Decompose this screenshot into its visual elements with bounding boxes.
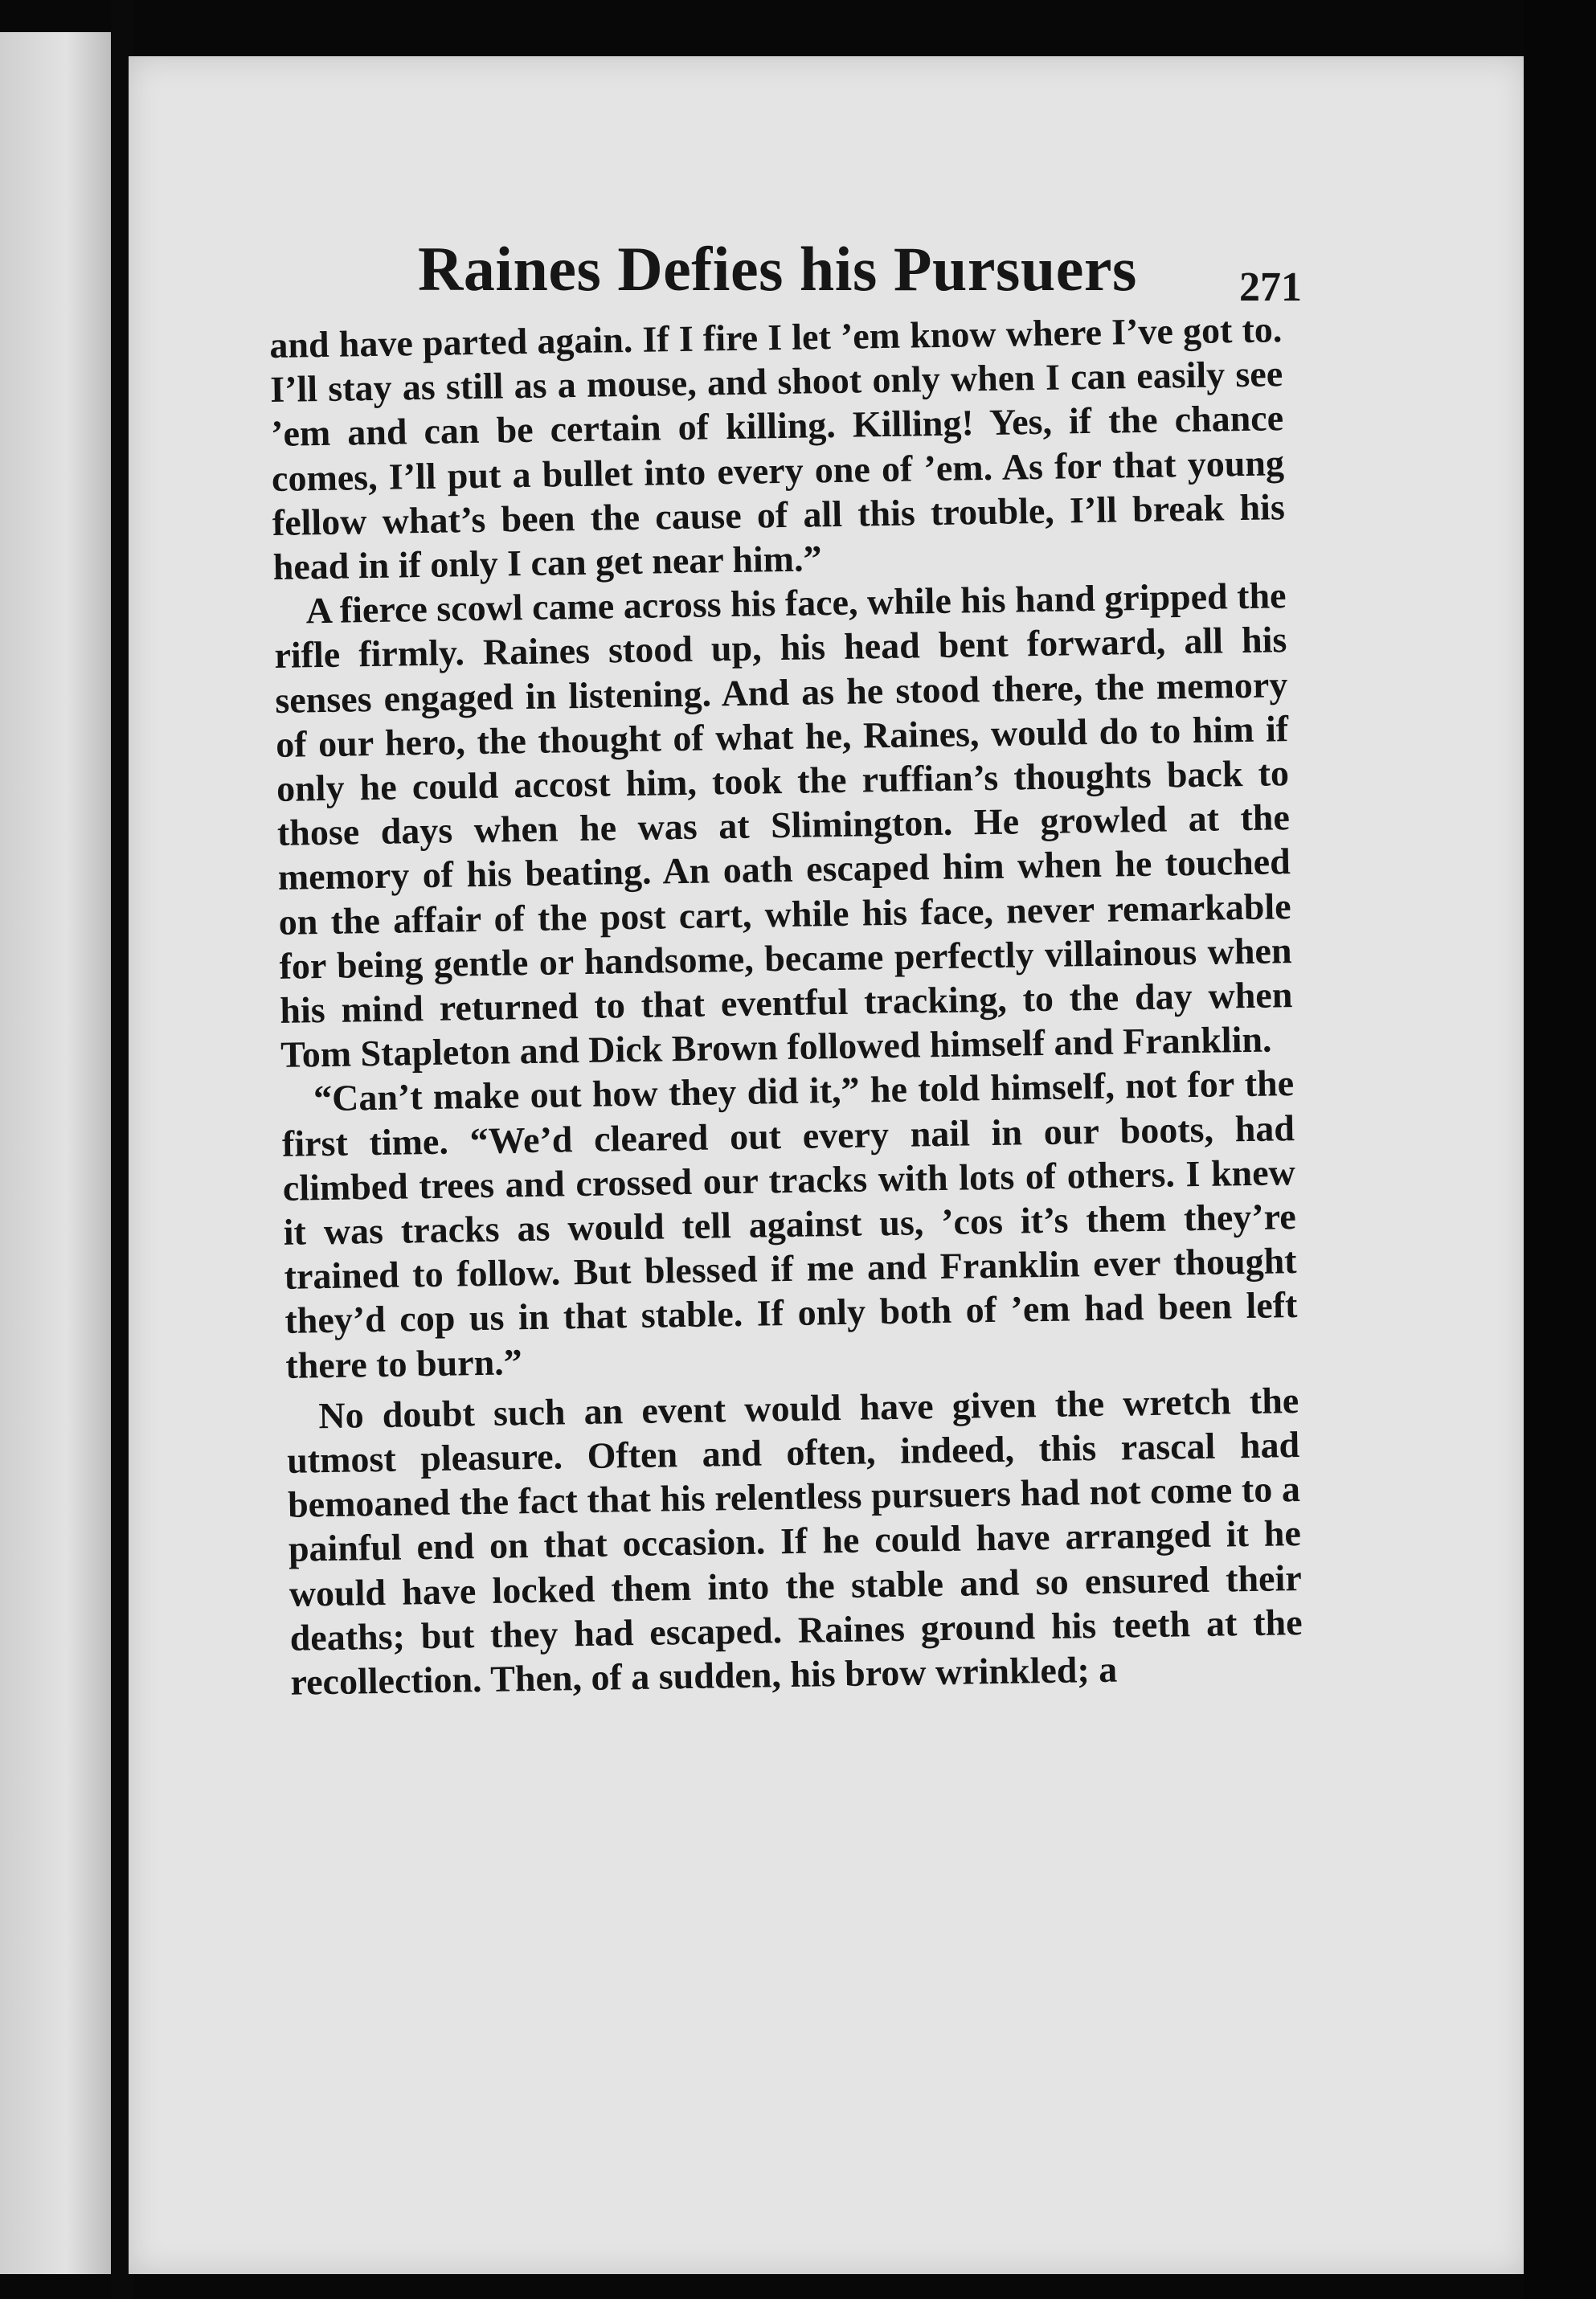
page-number: 271: [1239, 264, 1302, 310]
paragraph: A fierce scowl came across his face, while his hand gripped the rifle firmly. Raines stood up, his head bent forward, all his senses engaged in listening. And as he stood there, the memory of our hero, the thought of what he, Raines, would do to him if only he could accost him, took the ruffian’s thoughts back to those days when he was at Slimington. He growled at the memory of his beating. An oath escaped him when he touched on the affair of the post cart, while his face, never remarkable for being gentle or handsome, became perfectly villainous when his mind returned to that eventful tracking, to the day when Tom Stapleton and Dick Brown followed himself and Franklin.: [274, 575, 1293, 1076]
body-text: [269, 307, 1303, 1704]
paragraph: “Can’t make out how they did it,” he told himself, not for the first time. “We’d cleared out every nail in our boots, had climbed trees and crossed our tracks with lots of others. I knew it was tracks as would tell against us, ’cos it’s them they’re trained to follow. But blessed if me and Franklin ever thought they’d cop us in that stable. If only both of ’em had been left there to burn.”: [281, 1062, 1298, 1386]
paragraph: No doubt such an event would have given the wretch the utmost pleasure. Often and often, indeed, this rascal had bemoaned the fact that his relentless pursuers had not come to a painful end on that occasion. If he could have arranged it he would have locked them into the stable and so ensured their deaths; but they had escaped. Raines ground his teeth at the recollection. Then, of a sudden, his brow wrinkled; a: [286, 1379, 1303, 1703]
running-title: Raines Defies his Pursuers: [418, 234, 1137, 304]
scan-border-right: [1524, 0, 1596, 2299]
paragraph: and have parted again. If I fire I let ’em know where I’ve got to. I’ll stay as still as a mouse, and shoot only when I can easily see ’em and can be certain of killing. Killing! Yes, if the chance comes, I’ll put a bullet into every one of ’em. As for that young fellow what’s been the cause of all this trouble, I’ll break his head in if only I can get near him.”: [269, 309, 1286, 587]
page-header: [273, 233, 1302, 321]
facing-page-edge: [0, 32, 116, 2274]
